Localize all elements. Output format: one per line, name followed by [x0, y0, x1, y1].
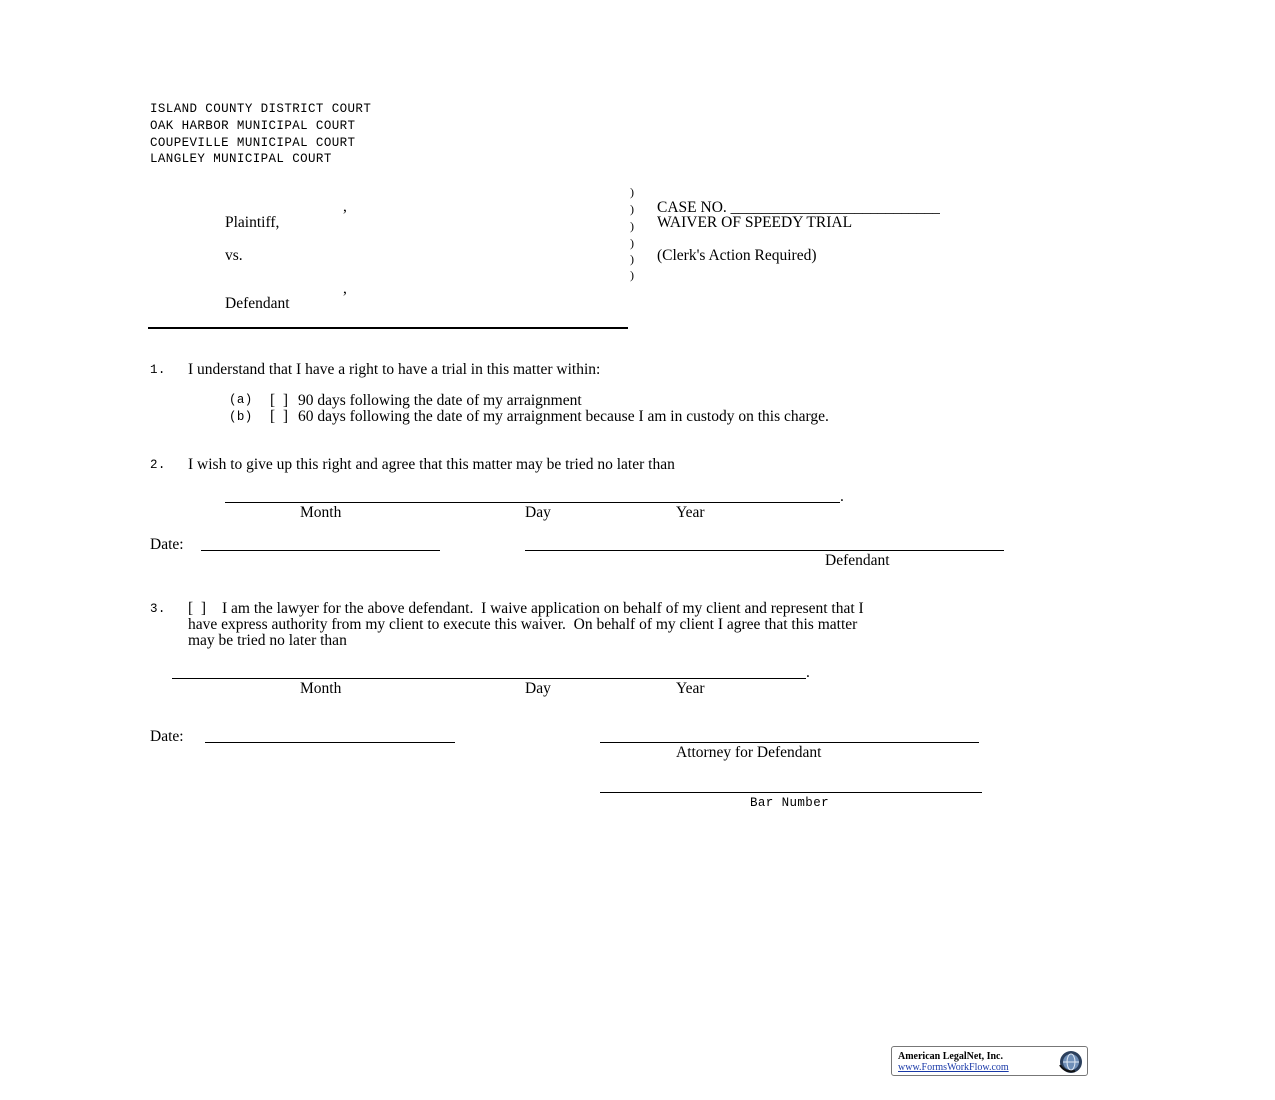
- defendant-comma: ,: [343, 280, 347, 297]
- month-label: Month: [300, 504, 342, 521]
- document-title: WAIVER OF SPEEDY TRIAL: [657, 214, 853, 231]
- publisher-name: American LegalNet, Inc.: [898, 1051, 1003, 1062]
- option-b-text: 60 days following the date of my arraignment because I am in custody on this charge.: [298, 408, 829, 425]
- option-a-letter: (a): [229, 393, 253, 407]
- option-a-checkbox[interactable]: [ ]: [270, 392, 289, 409]
- caption-paren: ): [630, 219, 634, 233]
- month-label: Month: [300, 680, 342, 697]
- court-name-oak-harbor: OAK HARBOR MUNICIPAL COURT: [150, 119, 356, 133]
- attorney-date-field[interactable]: [205, 742, 455, 743]
- bar-number-label: Bar Number: [750, 796, 830, 810]
- section-2-text: I wish to give up this right and agree that this matter may be tried no later than: [188, 456, 675, 473]
- attorney-signature-label: Attorney for Defendant: [676, 744, 822, 761]
- attorney-trial-date-field[interactable]: [172, 678, 806, 679]
- bar-number-field[interactable]: [600, 792, 982, 793]
- plaintiff-comma: ,: [343, 198, 347, 215]
- caption-paren: ): [630, 252, 634, 266]
- publisher-link[interactable]: www.FormsWorkFlow.com: [898, 1062, 1009, 1073]
- caption-paren: ): [630, 268, 634, 282]
- defendant-trial-date-field[interactable]: [225, 502, 840, 503]
- case-number-field[interactable]: CASE NO. ___________________________: [657, 199, 940, 216]
- defendant-date-field[interactable]: [201, 550, 440, 551]
- caption-paren: ): [630, 236, 634, 250]
- option-b-checkbox[interactable]: [ ]: [270, 408, 289, 425]
- caption-paren: ): [630, 202, 634, 216]
- section-3-line-2: have express authority from my client to execute this waiver. On behalf of my client I agree that this matter: [188, 616, 858, 633]
- defendant-label: Defendant: [225, 295, 290, 312]
- plaintiff-label: Plaintiff,: [225, 214, 280, 231]
- caption-rule: [148, 327, 628, 329]
- defendant-signature-field[interactable]: [525, 550, 1004, 551]
- year-label: Year: [676, 504, 705, 521]
- versus-label: vs.: [225, 247, 243, 264]
- court-name-langley: LANGLEY MUNICIPAL COURT: [150, 152, 332, 166]
- day-label: Day: [525, 504, 551, 521]
- defendant-date-label: Date:: [150, 536, 184, 553]
- section-1-text: I understand that I have a right to have a trial in this matter within:: [188, 361, 601, 378]
- attorney-trial-date-period: .: [806, 664, 810, 681]
- trial-date-period: .: [840, 488, 844, 505]
- caption-paren: ): [630, 185, 634, 199]
- section-3-line-1: I am the lawyer for the above defendant. I waive application on behalf of my client and represent that I: [222, 600, 864, 617]
- globe-logo-icon: [1057, 1049, 1083, 1075]
- section-1-number: 1.: [150, 363, 166, 377]
- attorney-date-label: Date:: [150, 728, 184, 745]
- clerk-action-note: (Clerk's Action Required): [657, 247, 817, 264]
- court-name-coupeville: COUPEVILLE MUNICIPAL COURT: [150, 136, 356, 150]
- section-3-number: 3.: [150, 602, 166, 616]
- defendant-signature-label: Defendant: [825, 552, 890, 569]
- year-label: Year: [676, 680, 705, 697]
- attorney-checkbox[interactable]: [ ]: [188, 600, 207, 617]
- court-name-island: ISLAND COUNTY DISTRICT COURT: [150, 102, 372, 116]
- section-3-line-3: may be tried no later than: [188, 632, 347, 649]
- section-2-number: 2.: [150, 458, 166, 472]
- attorney-signature-field[interactable]: [600, 742, 979, 743]
- option-b-letter: (b): [229, 410, 253, 424]
- publisher-badge: [891, 1046, 1088, 1076]
- option-a-text: 90 days following the date of my arraignment: [298, 392, 582, 409]
- day-label: Day: [525, 680, 551, 697]
